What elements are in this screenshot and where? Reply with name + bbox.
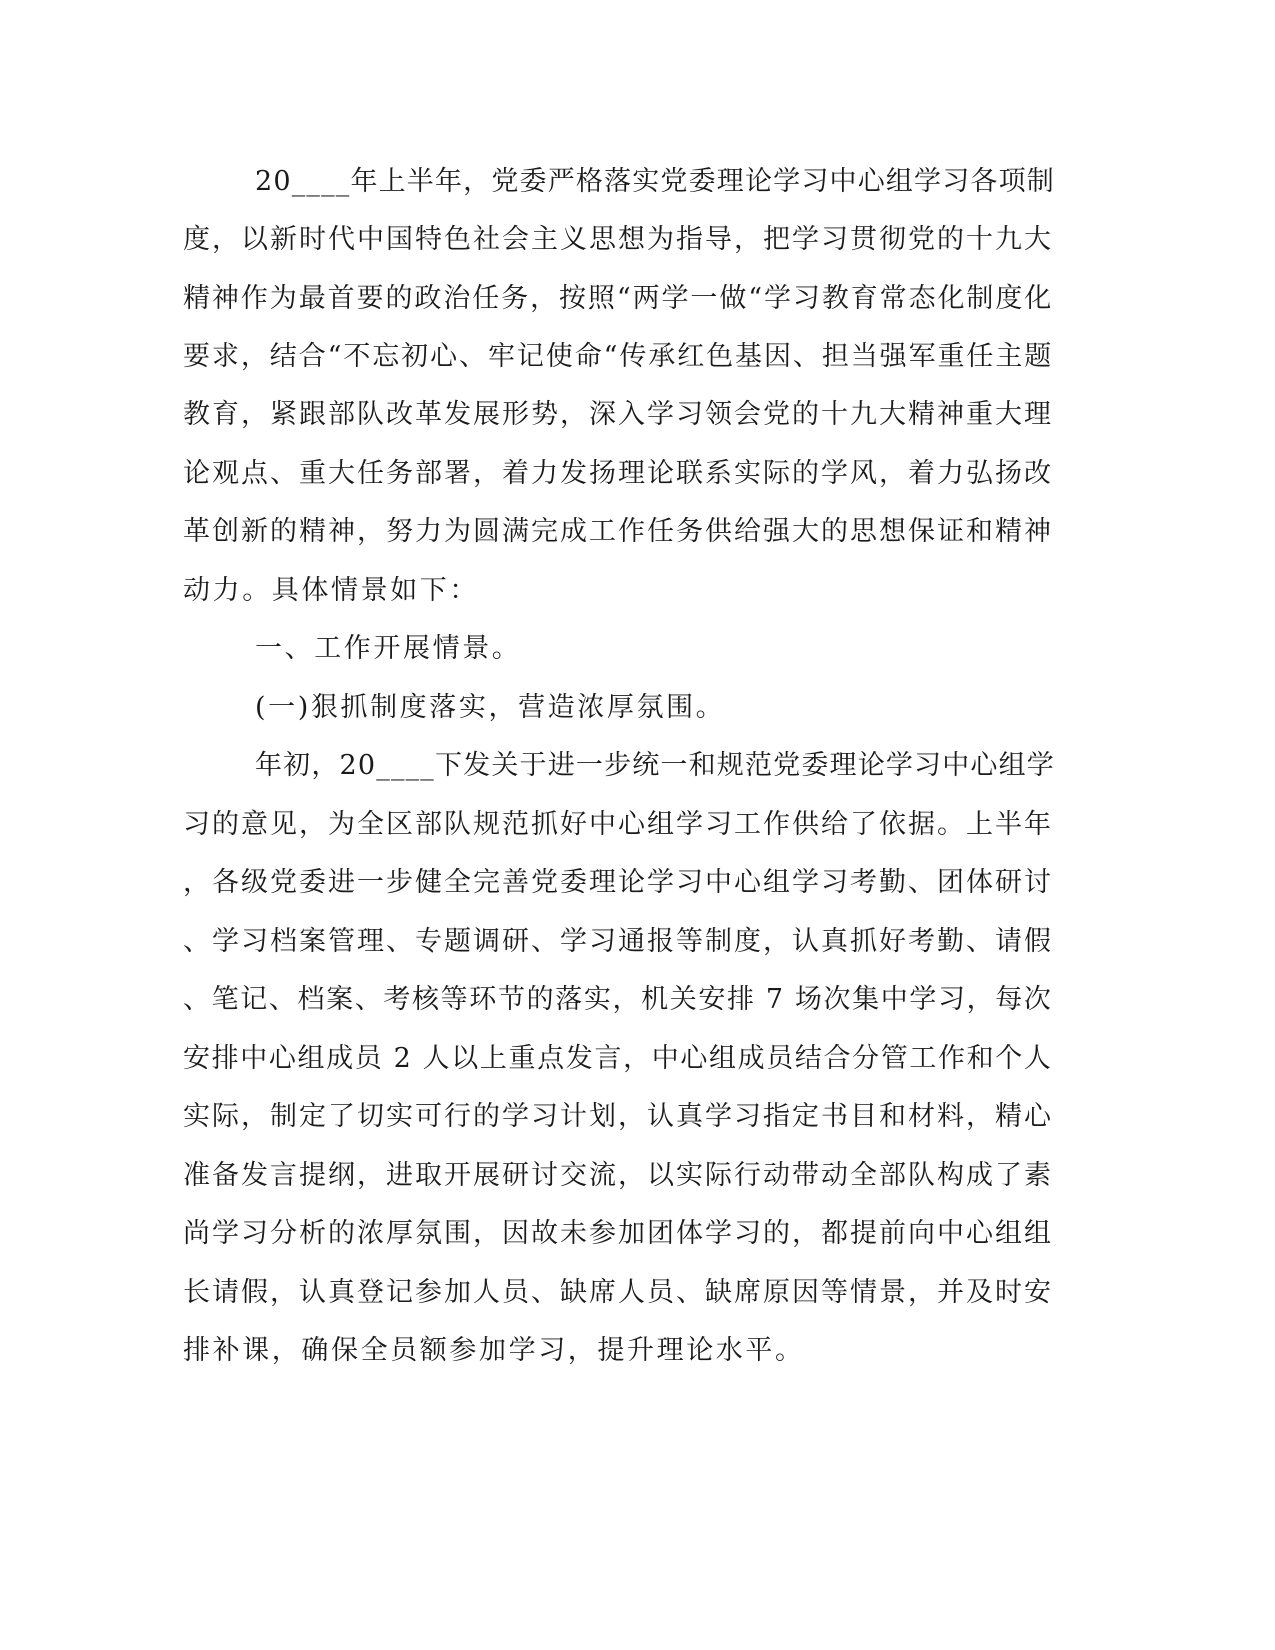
- paragraph-1-line-2: 度，以新时代中国特色社会主义思想为指导，把学习贯彻党的十九大: [183, 224, 1053, 255]
- paragraph-1-line-3: 精神作为最首要的政治任务，按照“两学一做“学习教育常态化制度化: [183, 283, 1054, 314]
- paragraph-1-line-6: 论观点、重大任务部署，着力发扬理论联系实际的学风，着力弘扬改: [183, 458, 1053, 489]
- paragraph-1-line-4: 要求，结合“不忘初心、牢记使命“传承红色基因、担当强军重任主题: [183, 341, 1054, 372]
- paragraph-1-line-7: 革创新的精神，努力为圆满完成工作任务供给强大的思想保证和精神: [183, 516, 1053, 547]
- paragraph-1-line-8: 动力。具体情景如下：: [183, 575, 479, 606]
- paragraph-2-line-5: 、笔记、档案、考核等环节的落实，机关安排 7 场次集中学习，每次: [183, 984, 1053, 1015]
- paragraph-1-line-5: 教育，紧跟部队改革发展形势，深入学习领会党的十九大精神重大理: [183, 399, 1053, 430]
- paragraph-2-line-7: 实际，制定了切实可行的学习计划，认真学习指定书目和材料，精心: [183, 1101, 1053, 1132]
- paragraph-2-line-10: 长请假，认真登记参加人员、缺席人员、缺席原因等情景，并及时安: [183, 1277, 1053, 1308]
- paragraph-2-line-6: 安排中心组成员 2 人以上重点发言，中心组成员结合分管工作和个人: [183, 1043, 1053, 1074]
- paragraph-2-line-9: 尚学习分析的浓厚氛围，因故未参加团体学习的，都提前向中心组组: [183, 1218, 1053, 1249]
- paragraph-2-line-1: 年初，20____下发关于进一步统一和规范党委理论学习中心组学: [255, 750, 1055, 781]
- paragraph-2-line-3: ，各级党委进一步健全完善党委理论学习中心组学习考勤、团体研讨: [183, 867, 1053, 898]
- paragraph-2-line-11: 排补课，确保全员额参加学习，提升理论水平。: [183, 1335, 805, 1366]
- paragraph-1-line-1: 20____年上半年，党委严格落实党委理论学习中心组学习各项制: [255, 166, 1055, 197]
- paragraph-2-line-2: 习的意见，为全区部队规范抓好中心组学习工作供给了依据。上半年: [183, 809, 1053, 840]
- subsection-heading: (一)狠抓制度落实，营造浓厚氛围。: [255, 692, 726, 723]
- paragraph-2-line-4: 、学习档案管理、专题调研、学习通报等制度，认真抓好考勤、请假: [183, 926, 1053, 957]
- paragraph-2-line-8: 准备发言提纲，进取开展研讨交流，以实际行动带动全部队构成了素: [183, 1160, 1053, 1191]
- section-heading: 一、工作开展情景。: [255, 633, 522, 664]
